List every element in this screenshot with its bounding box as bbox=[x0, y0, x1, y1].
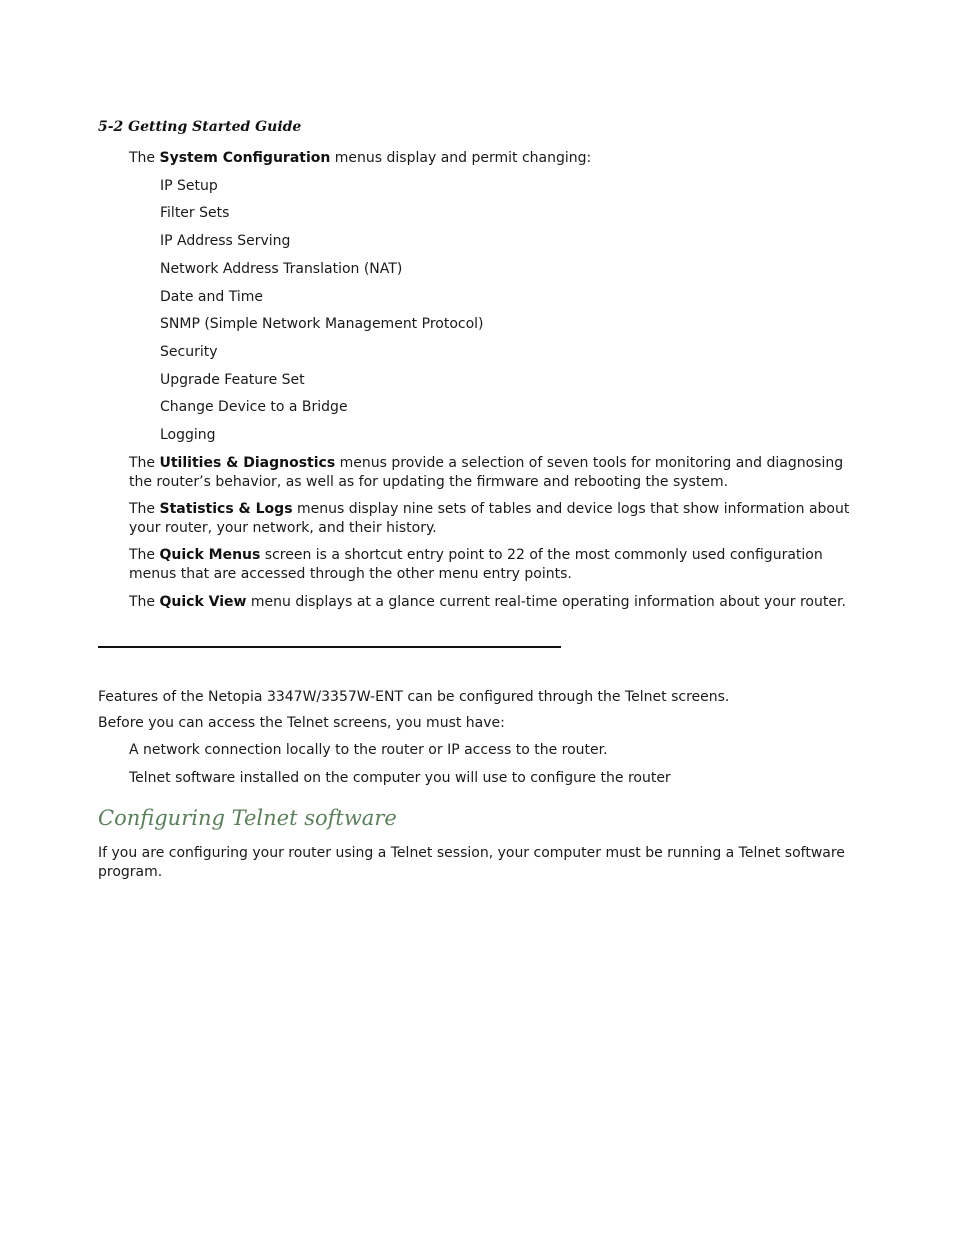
utilities-paragraph bbox=[129, 454, 864, 492]
quick-menus-term: Quick Menus bbox=[159, 547, 261, 563]
list-item: IP Setup bbox=[160, 178, 218, 194]
system-config-paragraph bbox=[129, 149, 864, 168]
list-item: Security bbox=[160, 344, 218, 360]
quick-view-prefix: The bbox=[129, 594, 160, 610]
utilities-suffix: menus provide a selection of seven tools for monitoring and diagnosing the router’s behavior, as well as for updating the firmware and rebooting the system. bbox=[129, 455, 844, 490]
list-item: Logging bbox=[160, 427, 216, 443]
system-config-suffix: menus display and permit changing: bbox=[330, 150, 592, 166]
quick-menus-suffix: screen is a shortcut entry point to 22 of the most commonly used configuration menus that are accessed through the other menu entry points. bbox=[129, 547, 823, 582]
list-item: Network Address Translation (NAT) bbox=[160, 261, 403, 277]
running-header: 5-2 Getting Started Guide bbox=[98, 119, 302, 135]
statistics-paragraph bbox=[129, 500, 864, 538]
requirement-item: Telnet software installed on the computer you will use to configure the router bbox=[129, 770, 671, 786]
quick-view-suffix: menu displays at a glance current real-time operating information about your router. bbox=[246, 594, 846, 610]
before-paragraph: Before you can access the Telnet screens, you must have: bbox=[98, 715, 505, 731]
quick-view-term: Quick View bbox=[159, 594, 247, 610]
quick-view-paragraph bbox=[129, 593, 864, 612]
utilities-term: Utilities & Diagnostics bbox=[159, 455, 336, 471]
list-item: Change Device to a Bridge bbox=[160, 399, 348, 415]
configuring-paragraph: If you are configuring your router using a Telnet session, your computer must be running a Telnet software program. bbox=[98, 845, 845, 880]
statistics-suffix: menus display nine sets of tables and device logs that show information about your router, your network, and their history. bbox=[129, 501, 850, 536]
quick-menus-paragraph bbox=[129, 546, 864, 584]
utilities-prefix: The bbox=[129, 455, 160, 471]
list-item: Date and Time bbox=[160, 289, 263, 305]
quick-menus-prefix: The bbox=[129, 547, 160, 563]
system-config-term: System Configuration bbox=[159, 150, 331, 166]
list-item: IP Address Serving bbox=[160, 233, 291, 249]
list-item: Filter Sets bbox=[160, 205, 230, 221]
features-paragraph: Features of the Netopia 3347W/3357W-ENT can be configured through the Telnet screens. bbox=[98, 689, 730, 705]
statistics-term: Statistics & Logs bbox=[159, 501, 293, 517]
section-heading: Configuring Telnet software bbox=[98, 806, 397, 830]
list-item: SNMP (Simple Network Management Protocol) bbox=[160, 316, 484, 332]
statistics-prefix: The bbox=[129, 501, 160, 517]
list-item: Upgrade Feature Set bbox=[160, 372, 305, 388]
section-divider bbox=[98, 646, 561, 648]
requirement-item: A network connection locally to the router or IP access to the router. bbox=[129, 742, 608, 758]
system-config-prefix: The bbox=[129, 150, 160, 166]
